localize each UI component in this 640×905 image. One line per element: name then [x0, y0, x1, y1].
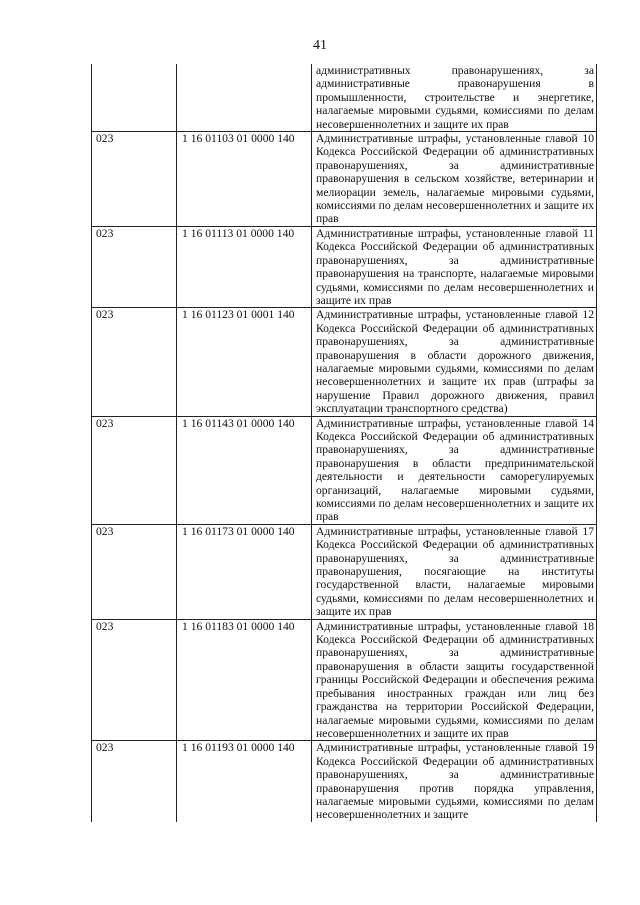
admin-code-cell: 023	[92, 524, 177, 619]
table-row	[92, 619, 597, 741]
table-row	[92, 308, 597, 416]
page-number: 41	[313, 38, 327, 53]
admin-code-cell: 023	[92, 308, 177, 416]
description-cell: Административные штрафы, установленные главой 19 Кодекса Российской Федерации об административных правонарушениях, за административные правонарушения против порядка управления, налагаемые мировыми судьями, комиссиями по делам несовершеннолетних и защите	[312, 741, 597, 822]
budget-code-cell: 1 16 01123 01 0001 140	[177, 308, 312, 416]
table-row	[92, 226, 597, 307]
table-row	[92, 416, 597, 524]
admin-code-cell: 023	[92, 741, 177, 822]
table-row	[92, 524, 597, 619]
budget-code-cell: 1 16 01173 01 0000 140	[177, 524, 312, 619]
table-row	[92, 64, 597, 132]
admin-code-cell: 023	[92, 416, 177, 524]
description-cell: Административные штрафы, установленные главой 14 Кодекса Российской Федерации об административных правонарушениях, за административные правонарушения в области предпринимательской деятельности и деятельности саморегулируемых организаций, налагаемые мировыми судьями, комиссиями по делам несовершеннолетних и защите их прав	[312, 416, 597, 524]
admin-code-cell	[92, 64, 177, 132]
description-cell: Административные штрафы, установленные главой 10 Кодекса Российской Федерации об административных правонарушениях, за административные правонарушения в сельском хозяйстве, ветеринарии и мелиорации земель, налагаемые мировыми судьями, комиссиями по делам несовершеннолетних и защите их прав	[312, 132, 597, 227]
description-cell: Административные штрафы, установленные главой 12 Кодекса Российской Федерации об административных правонарушениях, за административные правонарушения в области дорожного движения, налагаемые мировыми судьями, комиссиями по делам несовершеннолетних и защите их прав (штрафы за нарушение Правил дорожного движения, правил эксплуатации транспортного средства)	[312, 308, 597, 416]
description-cell: Административные штрафы, установленные главой 17 Кодекса Российской Федерации об административных правонарушениях, за административные правонарушения, посягающие на институты государственной власти, налагаемые мировыми судьями, комиссиями по делам несовершеннолетних и защите их прав	[312, 524, 597, 619]
admin-code-cell: 023	[92, 132, 177, 227]
admin-code-cell: 023	[92, 619, 177, 741]
budget-code-cell: 1 16 01193 01 0000 140	[177, 741, 312, 822]
table-row	[92, 741, 597, 822]
budget-code-cell: 1 16 01103 01 0000 140	[177, 132, 312, 227]
description-cell: Административные штрафы, установленные главой 18 Кодекса Российской Федерации об административных правонарушениях, за административные правонарушения в области защиты государственной границы Российской Федерации и обеспечения режима пребывания иностранных граждан или лиц без гражданства на территории Российской Федерации, налагаемые мировыми судьями, комиссиями по делам несовершеннолетних и защите их прав	[312, 619, 597, 741]
description-cell: административных правонарушениях, за административные правонарушения в промышленности, строительстве и энергетике, налагаемые мировыми судьями, комиссиями по делам несовершеннолетних и защите их прав	[312, 64, 597, 132]
budget-code-cell: 1 16 01183 01 0000 140	[177, 619, 312, 741]
budget-code-cell	[177, 64, 312, 132]
admin-code-cell: 023	[92, 226, 177, 307]
revenue-codes-table	[91, 64, 597, 822]
table-row	[92, 132, 597, 227]
budget-code-cell: 1 16 01113 01 0000 140	[177, 226, 312, 307]
description-cell: Административные штрафы, установленные главой 11 Кодекса Российской Федерации об административных правонарушениях, за административные правонарушения на транспорте, налагаемые мировыми судьями, комиссиями по делам несовершеннолетних и защите их прав	[312, 226, 597, 307]
budget-code-cell: 1 16 01143 01 0000 140	[177, 416, 312, 524]
